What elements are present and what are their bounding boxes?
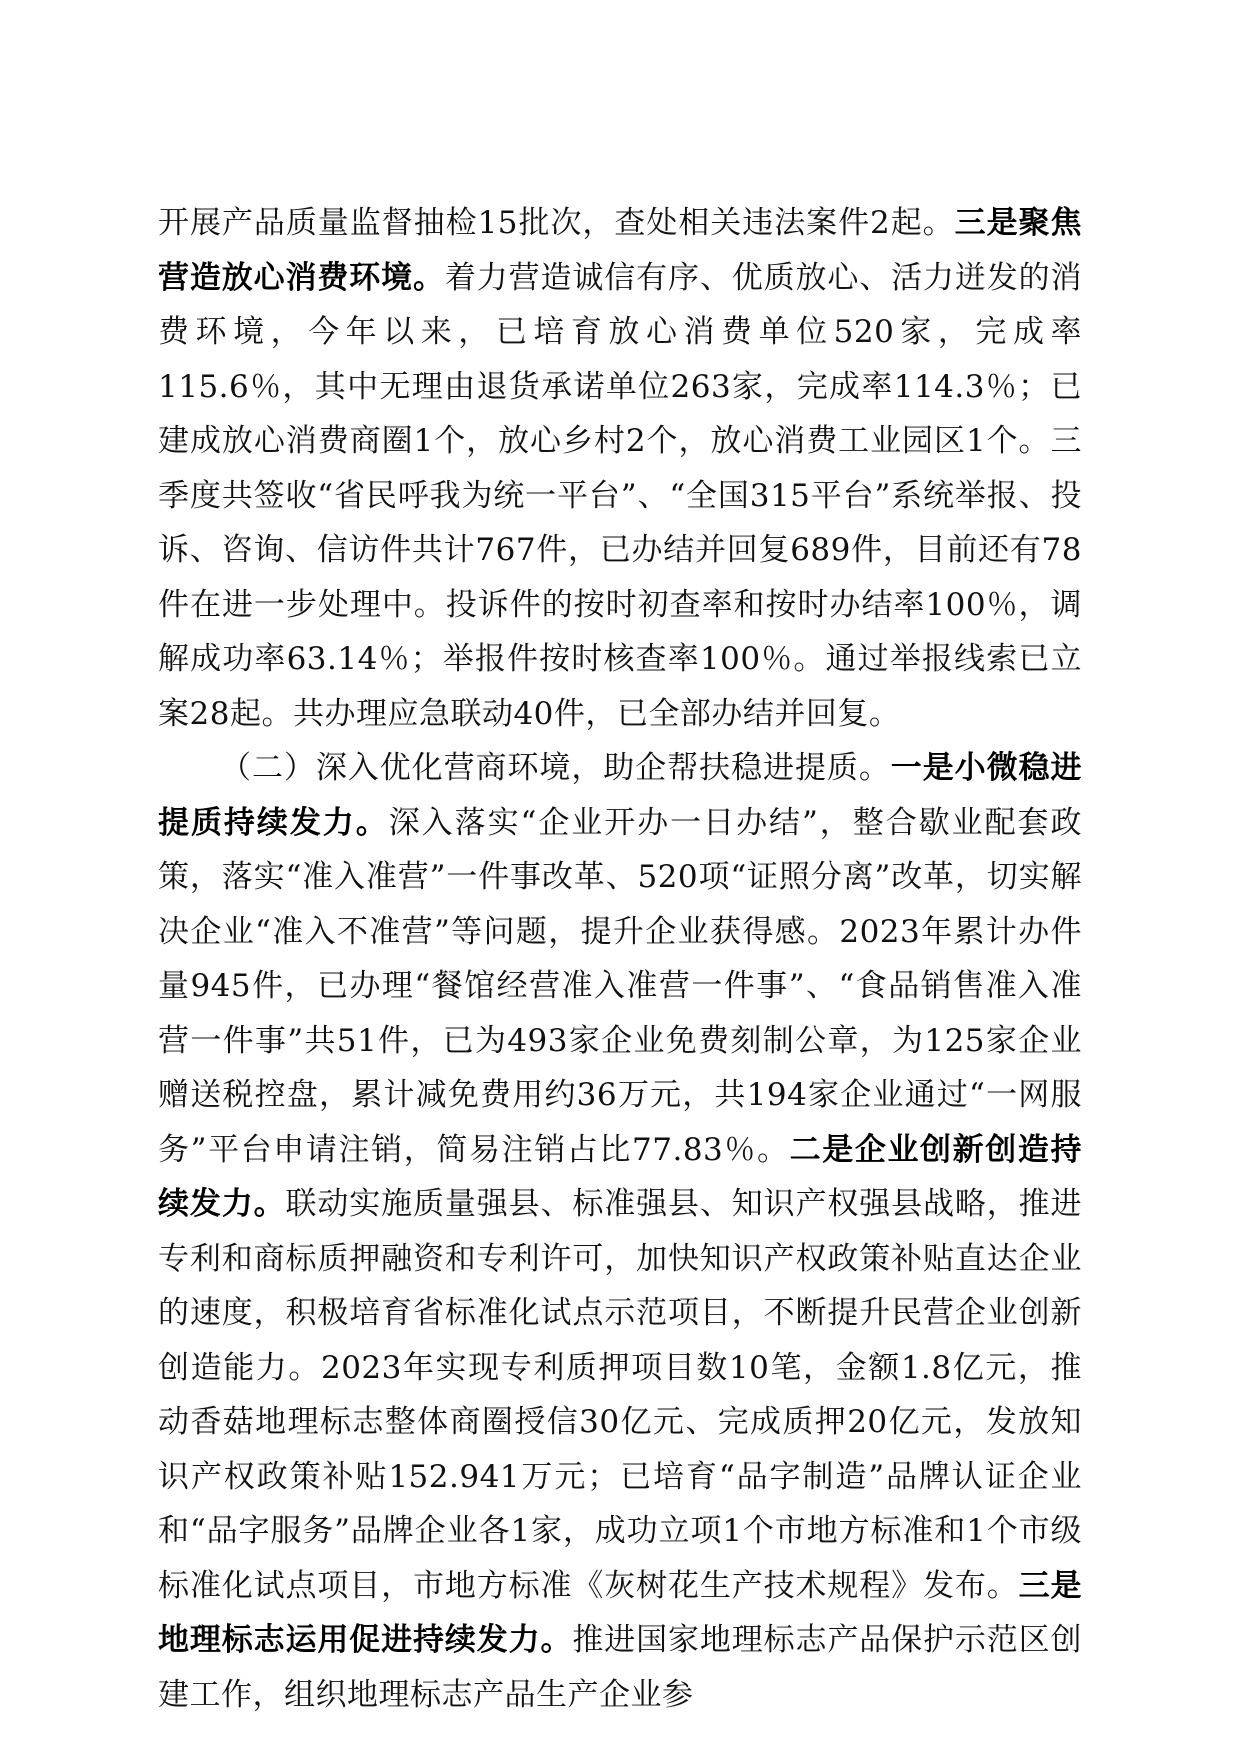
bold-heading-two: 二是企业创新创造持续发力。 — [158, 1131, 1083, 1222]
paragraph-consumer-environment — [158, 196, 1082, 741]
document-body — [158, 196, 1082, 1722]
paragraph-text: 深入落实“企业开办一日办结”，整合歇业配套政策，落实“准入准营”一件事改革、520项“证照分离”改革，切实解决企业“准入不准营”等问题，提升企业获得感。2023年累计办件量945件，已办理“餐馆经营准入准营一件事”、“食品销售准入准营一件事”共51件，已为493家企业免费刻制公章，为125家企业赠送税控盘，累计减免费用约36万元，共194家企业通过“一网服务”平台申请注销，简易注销占比77.83％。 — [158, 804, 1082, 1168]
section-heading: （二）深入优化营商环境，助企帮扶稳进提质。 — [220, 750, 891, 786]
paragraph-text: 推进国家地理标志产品保护示范区创建工作，组织地理标志产品生产企业参 — [158, 1622, 1082, 1713]
paragraph-business-environment — [158, 741, 1082, 1722]
paragraph-text: 联动实施质量强县、标准强县、知识产权强县战略，推进专利和商标质押融资和专利许可，加快知识产权政策补贴直达企业的速度，积极培育省标准化试点示范项目，不断提升民营企业创新创造能力。2023年实现专利质押项目数10笔，金额1.8亿元，推动香菇地理标志整体商圈授信30亿元、完成质押20亿元，发放知识产权政策补贴152.941万元；已培育“品字制造”品牌认证企业和“品字服务”品牌企业各1家，成功立项1个市地方标准和1个市级标准化试点项目，市地方标准《灰树花生产技术规程》发布。 — [158, 1186, 1082, 1604]
bold-heading-one: 一是小微稳进提质持续发力。 — [158, 750, 1083, 841]
paragraph-text: 开展产品质量监督抽检15批次，查处相关违法案件2起。 — [158, 205, 955, 241]
bold-heading-three: 三是地理标志运用促进持续发力。 — [158, 1567, 1082, 1658]
bold-heading-three: 三是聚焦营造放心消费环境。 — [158, 205, 1082, 296]
paragraph-text: 着力营造诚信有序、优质放心、活力迸发的消费环境，今年以来，已培育放心消费单位520家，完成率115.6％，其中无理由退货承诺单位263家，完成率114.3％；已建成放心消费商圈1个，放心乡村2个，放心消费工业园区1个。三季度共签收“省民呼我为统一平台”、“全国315平台”系统举报、投诉、咨询、信访件共计767件，已办结并回复689件，目前还有78件在进一步处理中。投诉件的按时初查率和按时办结率100％，调解成功率63.14％；举报件按时核查率100％。通过举报线索已立案28起。共办理应急联动40件，已全部办结并回复。 — [158, 259, 1082, 732]
